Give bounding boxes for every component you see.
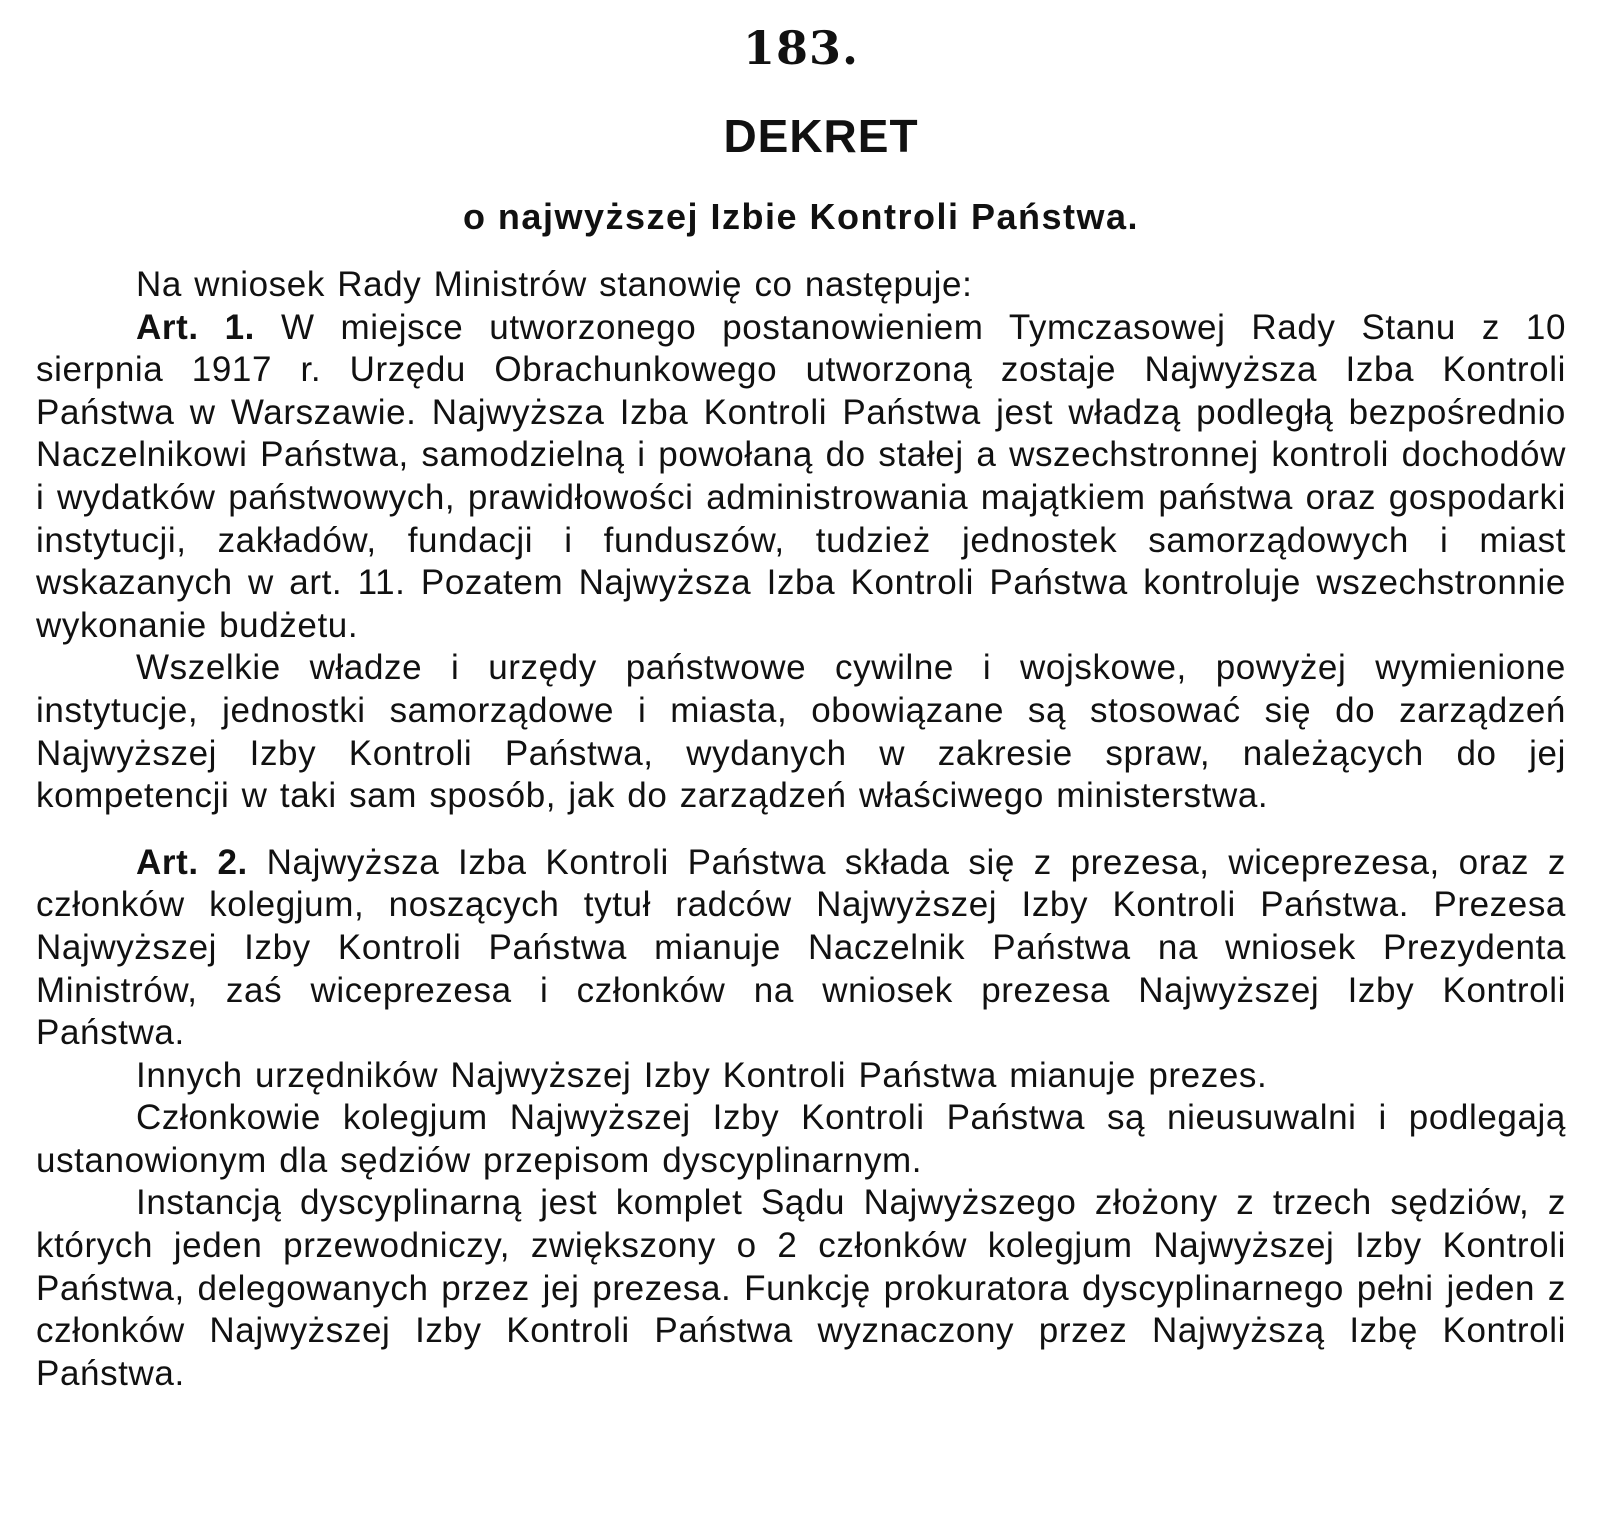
article-2-paragraph-4: Instancją dyscyplinarną jest komplet Sądu Najwyższego złożony z trzech sędziów, z których jeden przewodniczy, zwiększony o 2 członków kolegjum Najwyższej Izby Kontroli Państwa, delegowanych przez jej prezesa. Funkcję prokuratora dyscyplinarnego pełni jeden z członków Najwyższej Izby Kontroli Państwa wyznaczony przez Najwyższą Izbę Kontroli Państwa.: [36, 1183, 1566, 1393]
article-2-paragraph-3: Członkowie kolegjum Najwyższej Izby Kontroli Państwa są nieusuwalni i podlegają ustanowionym dla sędziów przepisom dyscyplinarnym.: [36, 1098, 1566, 1180]
article-2-text-1: Najwyższa Izba Kontroli Państwa składa się z prezesa, wiceprezesa, oraz z członków kolegjum, noszących tytuł radców Najwyższej Izby Kontroli Państwa. Prezesa Najwyższej Izby Kontroli Państwa mianuje Naczelnik Państwa na wniosek Prezydenta Ministrów, zaś wiceprezesa i członków na wniosek prezesa Najwyższej Izby Kontroli Państwa.: [36, 842, 1566, 1053]
document-page: [36, 18, 1566, 1508]
article-1-text-1: W miejsce utworzonego postanowieniem Tymczasowej Rady Stanu z 10 sierpnia 1917 r. Urzędu Obrachunkowego utworzoną zostaje Najwyższa Izba Kontroli Państwa w Warszawie. Najwyższa Izba Kontroli Państwa jest władzą podległą bezpośrednio Naczelnikowi Państwa, samodzielną i powołaną do stałej a wszechstronnej kontroli dochodów i wydatków państwowych, prawidłowości administrowania majątkiem państwa oraz gospodarki instytucji, zakładów, fundacji i funduszów, tudzież jednostek samorządowych i miast wskazanych w art. 11. Pozatem Najwyższa Izba Kontroli Państwa kontroluje wszechstronnie wykonanie budżetu.: [36, 307, 1567, 645]
document-title: DEKRET: [723, 110, 919, 162]
article-2-paragraph-2: Innych urzędników Najwyższej Izby Kontroli Państwa mianuje prezes.: [136, 1055, 1268, 1095]
document-number: 183.: [742, 21, 860, 75]
article-1-paragraph-1: [36, 307, 1566, 648]
document-subtitle: o najwyższej Izbie Kontroli Państwa.: [462, 196, 1140, 237]
article-1-paragraph-2: Wszelkie władze i urzędy państwowe cywilne i wojskowe, powyżej wymienione instytucje, jednostki samorządowe i miasta, obowiązane są stosować się do zarządzeń Najwyższej Izby Kontroli Państwa, wydanych w zakresie spraw, należących do jej kompetencji w taki sam sposób, jak do zarządzeń właściwego ministerstwa.: [36, 648, 1566, 816]
article-1-label: Art. 1.: [136, 307, 255, 347]
article-2-label: Art. 2.: [136, 842, 248, 882]
article-2-paragraph-1: [36, 842, 1566, 1055]
document-body: [36, 264, 1566, 1395]
intro-paragraph: Na wniosek Rady Ministrów stanowię co następuje:: [136, 265, 973, 304]
